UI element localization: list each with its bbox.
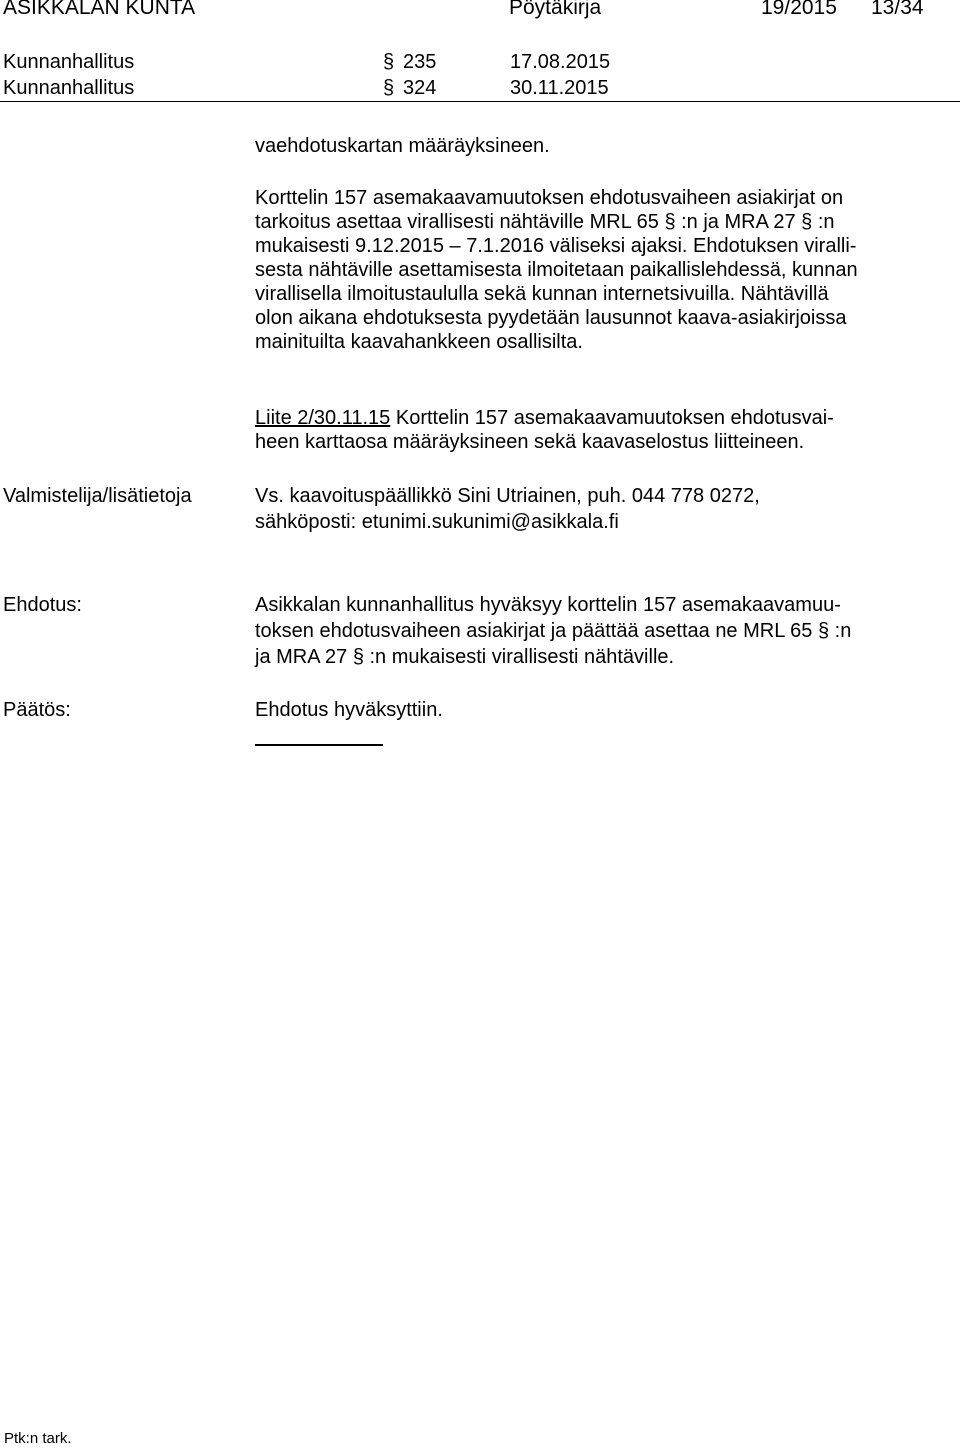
decision-label: Päätös: xyxy=(3,699,71,721)
header-divider xyxy=(0,101,960,102)
closing-rule xyxy=(255,744,383,746)
paragraph-line: olon aikana ehdotuksesta pyydetään lausunnot kaava-asiakirjoissa xyxy=(255,307,847,329)
meeting-date: 17.08.2015 xyxy=(510,51,611,73)
document-number: 19/2015 xyxy=(761,0,837,19)
section-symbol: § xyxy=(383,77,395,99)
paragraph-line: mukaisesti 9.12.2015 – 7.1.2016 väliseksi ajaksi. Ehdotuksen viralli- xyxy=(255,235,857,257)
attachment-description: Korttelin 157 asemakaavamuutoksen ehdotusvai- xyxy=(390,407,834,429)
paragraph-line: sesta nähtäville asettamisesta ilmoitetaan paikallislehdessä, kunnan xyxy=(255,259,858,281)
paragraph-line: Korttelin 157 asemakaavamuutoksen ehdotusvaiheen asiakirjat on xyxy=(255,187,844,209)
decision-text: Ehdotus hyväksyttiin. xyxy=(255,699,443,721)
meeting-body: Kunnanhallitus xyxy=(3,51,135,73)
meeting-body: Kunnanhallitus xyxy=(3,77,135,99)
document-type: Pöytäkirja xyxy=(509,0,602,19)
verification-label: Ptk:n tark. xyxy=(4,1430,72,1447)
proposal-text: Asikkalan kunnanhallitus hyväksyy korttelin 157 asemakaavamuu- xyxy=(255,594,841,616)
proposal-text: ja MRA 27 § :n mukaisesti virallisesti nähtäville. xyxy=(255,646,675,668)
proposal-label: Ehdotus: xyxy=(3,594,82,616)
paragraph-line: virallisella ilmoitustaululla sekä kunnan internetsivuilla. Nähtävillä xyxy=(255,283,829,305)
attachment-description-cont: heen karttaosa määräyksineen sekä kaavaselostus liitteineen. xyxy=(255,431,805,453)
intro-text: vaehdotuskartan määräyksineen. xyxy=(255,135,550,157)
section-number: 235 xyxy=(403,51,437,73)
proposal-text: toksen ehdotusvaiheen asiakirjat ja päättää asettaa ne MRL 65 § :n xyxy=(255,620,852,642)
section-number: 324 xyxy=(403,77,437,99)
meeting-date: 30.11.2015 xyxy=(510,77,609,99)
organization-name: ASIKKALAN KUNTA xyxy=(3,0,196,19)
page-number: 13/34 xyxy=(871,0,924,19)
attachment-link[interactable]: Liite 2/30.11.15 xyxy=(255,407,391,429)
preparer-email: sähköposti: etunimi.sukunimi@asikkala.fi xyxy=(255,511,619,533)
preparer-name: Vs. kaavoituspäällikkö Sini Utriainen, puh. 044 778 0272, xyxy=(255,485,760,507)
paragraph-line: mainituilta kaavahankkeen osallisilta. xyxy=(255,331,583,353)
preparer-label: Valmistelija/lisätietoja xyxy=(3,485,192,507)
section-symbol: § xyxy=(383,51,395,73)
paragraph-line: tarkoitus asettaa virallisesti nähtäville MRL 65 § :n ja MRA 27 § :n xyxy=(255,211,835,233)
